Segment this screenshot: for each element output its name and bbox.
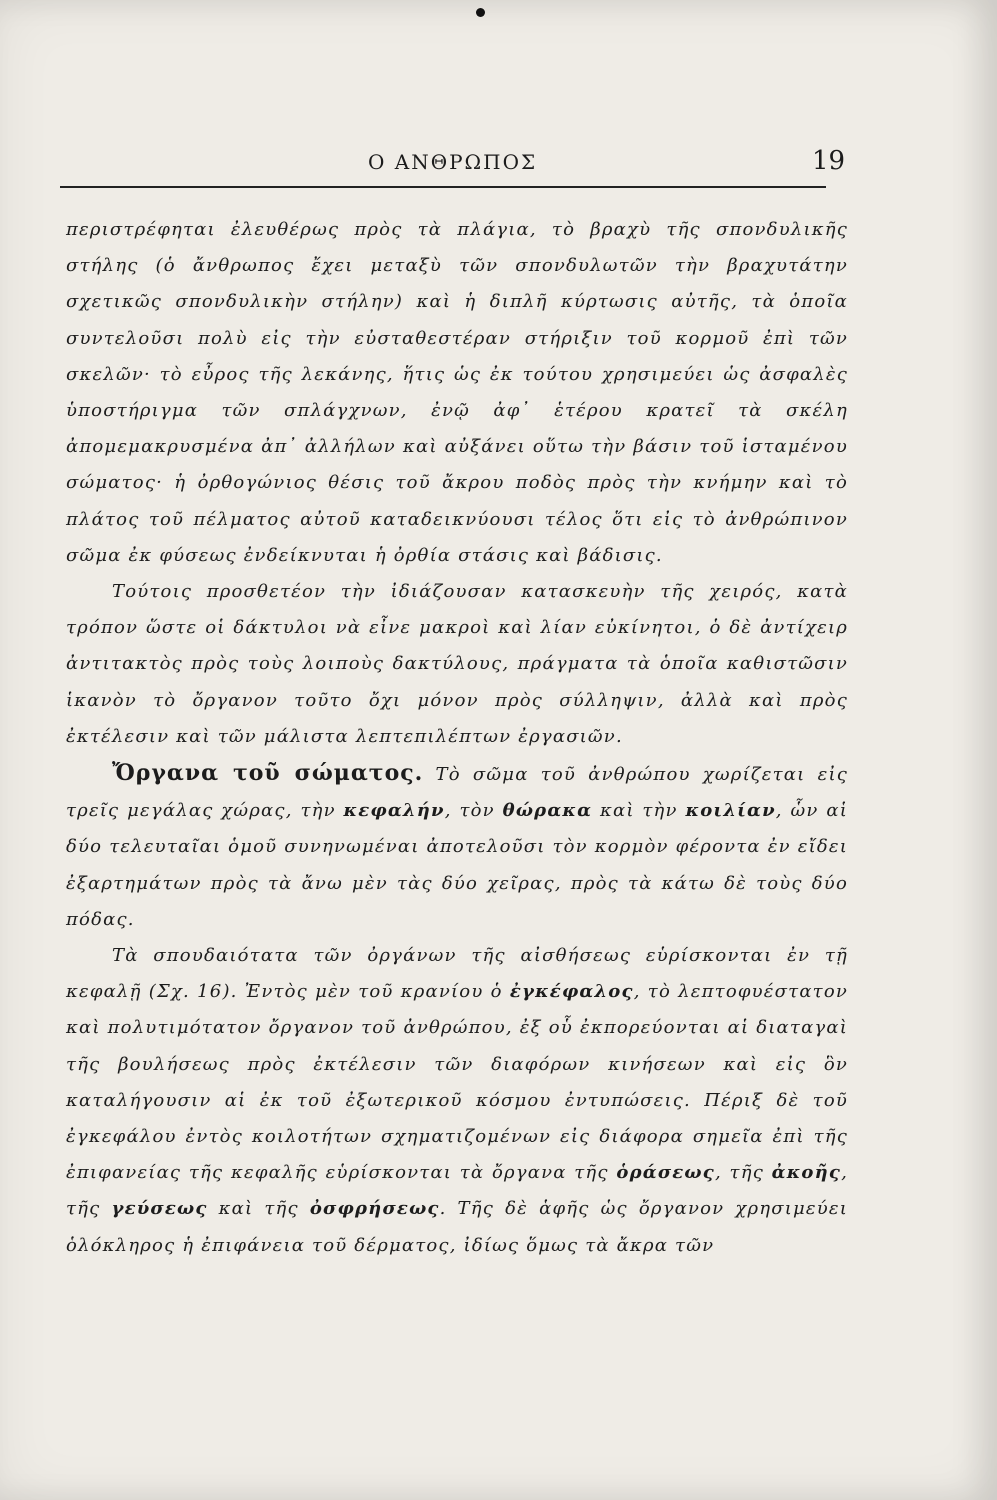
paragraph-3: [66, 755, 848, 938]
text-span: καὶ τῆς: [207, 1198, 310, 1220]
text-span: , τὸ λεπτοφυέστατον καὶ πολυτιμότατον ὄργανον τοῦ ἀνθρώπου, ἐξ οὗ ἐκπορεύονται αἱ διαταγαὶ τῆς βουλήσεως πρὸς ἐκτέλεσιν τῶν διαφόρων κινήσεων καὶ εἰς ὃν καταλήγουσιν αἱ ἐκ τοῦ ἐξωτερικοῦ κόσμου ἐντυπώσεις. Πέριξ δὲ τοῦ ἐγκεφάλου ἐντὸς κοιλοτήτων σχηματιζομένων εἰς διάφορα σημεῖα ἐπὶ τῆς ἐπιφανείας τῆς κεφαλῆς εὑρίσκονται τὰ ὄργανα τῆς: [66, 981, 849, 1184]
body-text: [66, 212, 848, 1264]
text-span: καὶ τὴν: [592, 800, 686, 822]
text-span: , ὧν αἱ δύο τελευταῖαι ὁμοῦ συνηνωμέναι ἀποτελοῦσι τὸν κορμὸν φέροντα ἐν εἴδει ἐξαρτημάτων πρὸς τὰ ἄνω μὲν τὰς δύο χεῖρας, πρὸς τὰ κάτω δὲ τοὺς δύο πόδας.: [66, 800, 848, 930]
header-rule: [60, 186, 826, 188]
term-abdomen: κοιλίαν: [685, 800, 776, 822]
term-head: κεφαλήν: [343, 800, 445, 822]
text-span: Τὸ σῶμα τοῦ ἀνθρώπου χωρίζεται εἰς τρεῖς μεγάλας χώρας, τὴν: [66, 764, 848, 822]
term-sight: ὁράσεως: [616, 1162, 715, 1184]
paragraph-2: Τούτοις προσθετέον τὴν ἰδιάζουσαν κατασκευὴν τῆς χειρός, κατὰ τρόπον ὥστε οἱ δάκτυλοι νὰ εἶνε μακροὶ καὶ λίαν εὐκίνητοι, ὁ δὲ ἀντίχειρ ἀντιτακτὸς πρὸς τοὺς λοιποὺς δακτύλους, πράγματα τὰ ὁποῖα καθιστῶσιν ἱκανὸν τὸ ὄργανον τοῦτο ὄχι μόνον πρὸς σύλληψιν, ἀλλὰ καὶ πρὸς ἐκτέλεσιν καὶ τῶν μάλιστα λεπτεπιλέπτων ἐργασιῶν.: [66, 581, 848, 747]
ink-dot: [476, 8, 485, 17]
term-smell: ὀσφρήσεως: [309, 1198, 440, 1220]
page-number: 19: [812, 146, 846, 176]
term-thorax: θώρακα: [502, 800, 593, 822]
text-span: , τὸν: [444, 800, 503, 822]
paragraph-1: περιστρέφηται ἐλευθέρως πρὸς τὰ πλάγια, τὸ βραχὺ τῆς σπονδυλικῆς στήλης (ὁ ἄνθρωπος ἔχει μεταξὺ τῶν σπονδυλωτῶν τὴν βραχυτάτην σχετικῶς σπονδυλικὴν στήλην) καὶ ἡ διπλῆ κύρτωσις αὐτῆς, τὰ ὁποῖα συντελοῦσι πολὺ εἰς τὴν εὐσταθεστέραν στήριξιν τοῦ κορμοῦ ἐπὶ τῶν σκελῶν· τὸ εὖρος τῆς λεκάνης, ἥτις ὡς ἐκ τούτου χρησιμεύει ὡς ἀσφαλὲς ὑποστήριγμα τῶν σπλάγχνων, ἐνῷ ἀφ᾿ ἑτέρου κρατεῖ τὰ σκέλη ἀπομεμακρυσμένα ἀπ᾿ ἀλλήλων καὶ αὐξάνει οὕτω τὴν βάσιν τοῦ ἱσταμένου σώματος· ἡ ὀρθογώνιος θέσις τοῦ ἄκρου ποδὸς πρὸς τὴν κνήμην καὶ τὸ πλάτος τοῦ πέλματος αὐτοῦ καταδεικνύουσι τέλος ὅτι εἰς τὸ ἀνθρώπινον σῶμα ἐκ φύσεως ἐνδείκνυται ἡ ὀρθία στάσις καὶ βάδισις.: [66, 219, 848, 566]
section-heading: Ὄργανα τοῦ σώματος.: [112, 760, 424, 787]
term-taste: γεύσεως: [111, 1198, 208, 1220]
paragraph-4: [66, 938, 848, 1264]
running-title: Ο ΑΝΘΡΩΠΟΣ: [368, 150, 538, 174]
term-brain: ἐγκέφαλος: [509, 981, 634, 1003]
text-span: . Τῆς δὲ ἁφῆς ὡς ὄργανον χρησιμεύει ὁλόκληρος ἡ ἐπιφάνεια τοῦ δέρματος, ἰδίως ὅμως τὰ ἄκρα τῶν: [66, 1198, 848, 1256]
text-span: , τῆς: [66, 1162, 848, 1220]
term-hearing: ἀκοῆς: [771, 1162, 842, 1184]
text-span: Τὰ σπουδαιότατα τῶν ὀργάνων τῆς αἰσθήσεως εὑρίσκονται ἐν τῇ κεφαλῇ (Σχ. 16). Ἐντὸς μὲν τοῦ κρανίου ὁ: [66, 945, 848, 1003]
text-span: , τῆς: [714, 1162, 772, 1184]
